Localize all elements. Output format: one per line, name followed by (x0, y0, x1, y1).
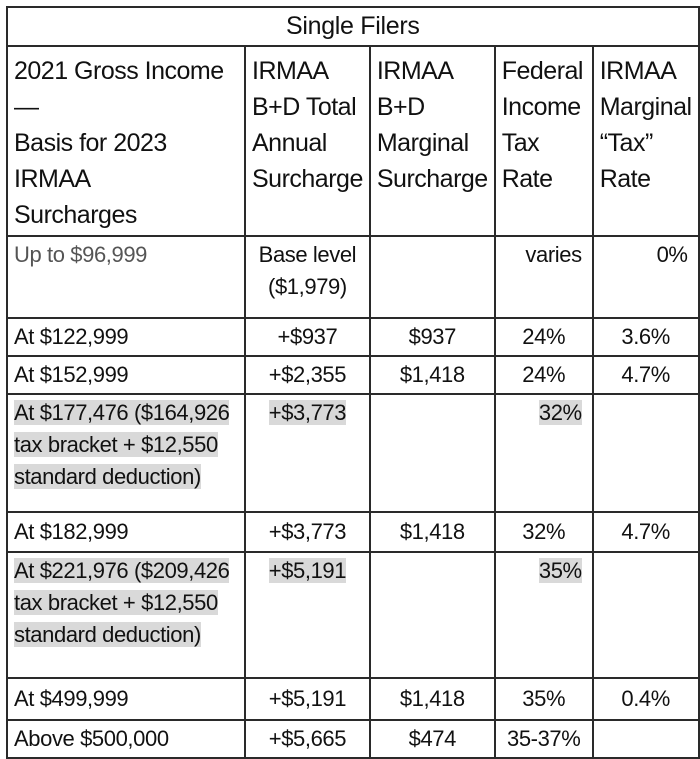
total-surcharge-cell: +$3,773 (245, 512, 370, 552)
income-line (14, 555, 240, 587)
table-row (7, 236, 699, 318)
total-line: ($1,979) (268, 274, 347, 299)
total-surcharge-cell: +$5,665 (245, 720, 370, 758)
highlighted-text: At $221,976 ($209,426 (14, 558, 230, 583)
total-line: Base level (258, 242, 357, 267)
tax-rate-cell (495, 552, 593, 678)
highlighted-text: 35% (538, 558, 582, 583)
header-federal-tax-rate (495, 46, 593, 236)
table-row (7, 318, 699, 356)
total-surcharge-cell: +$937 (245, 318, 370, 356)
highlighted-text: At $177,476 ($164,926 (14, 400, 230, 425)
highlighted-text: +$5,191 (268, 558, 347, 583)
header-text: Marginal (376, 129, 469, 157)
income-line (14, 587, 240, 619)
total-surcharge-cell (245, 552, 370, 678)
marginal-surcharge-cell (370, 394, 495, 512)
table-row (7, 512, 699, 552)
marginal-surcharge-cell (370, 236, 495, 318)
header-text: Marginal (599, 93, 692, 121)
header-text: IRMAA (599, 57, 677, 85)
header-text: Surcharge (252, 165, 363, 193)
income-line (14, 461, 240, 493)
header-text: Basis for 2023 IRMAA (14, 129, 167, 193)
total-surcharge-cell (245, 236, 370, 318)
marginal-surcharge-cell: $1,418 (370, 678, 495, 720)
title-row (7, 7, 699, 46)
table-row (7, 720, 699, 758)
header-gross-income (7, 46, 245, 236)
income-line (14, 429, 240, 461)
irmaa-rate-cell (593, 394, 699, 512)
income-cell: At $499,999 (7, 678, 245, 720)
tax-rate-cell: 24% (495, 318, 593, 356)
highlighted-text: tax bracket + $12,550 (14, 590, 218, 615)
header-text: IRMAA (376, 57, 454, 85)
income-line (14, 619, 240, 651)
header-text: Rate (599, 165, 651, 193)
header-text: Surcharge (376, 165, 488, 193)
irmaa-table-container (6, 6, 700, 759)
header-text: Tax (501, 129, 540, 157)
irmaa-rate-cell: 0% (593, 236, 699, 318)
irmaa-rate-cell: 3.6% (593, 318, 699, 356)
tax-rate-cell: varies (495, 236, 593, 318)
header-text: B+D (376, 93, 425, 121)
irmaa-surcharge-table (6, 6, 700, 759)
irmaa-rate-cell (593, 552, 699, 678)
header-text: Surcharges (14, 201, 137, 229)
highlighted-text: +$3,773 (268, 400, 347, 425)
total-surcharge-cell: +$2,355 (245, 356, 370, 394)
tax-rate-cell: 35% (495, 678, 593, 720)
income-line (14, 397, 240, 429)
highlighted-text: 32% (538, 400, 582, 425)
highlighted-text: tax bracket + $12,550 (14, 432, 218, 457)
marginal-surcharge-cell: $1,418 (370, 356, 495, 394)
tax-rate-cell: 24% (495, 356, 593, 394)
table-row (7, 356, 699, 394)
header-text: B+D Total (252, 93, 357, 121)
irmaa-rate-cell: 4.7% (593, 512, 699, 552)
header-text: 2021 Gross Income— (14, 57, 224, 121)
irmaa-rate-cell (593, 720, 699, 758)
header-row (7, 46, 699, 236)
income-cell (7, 552, 245, 678)
marginal-surcharge-cell: $1,418 (370, 512, 495, 552)
header-marginal-surcharge (370, 46, 495, 236)
table-title: Single Filers (7, 7, 699, 46)
tax-rate-cell: 32% (495, 512, 593, 552)
income-cell: Above $500,000 (7, 720, 245, 758)
tax-rate-cell (495, 394, 593, 512)
header-text: Annual (252, 129, 327, 157)
header-irmaa-marginal-rate (593, 46, 699, 236)
table-row (7, 552, 699, 678)
header-text: Federal (501, 57, 583, 85)
highlighted-text: standard deduction) (14, 464, 201, 489)
tax-rate-cell: 35-37% (495, 720, 593, 758)
table-row (7, 678, 699, 720)
header-text: “Tax” (599, 129, 653, 157)
marginal-surcharge-cell (370, 552, 495, 678)
income-cell: At $152,999 (7, 356, 245, 394)
header-total-surcharge (245, 46, 370, 236)
income-cell: At $122,999 (7, 318, 245, 356)
marginal-surcharge-cell: $474 (370, 720, 495, 758)
irmaa-rate-cell: 0.4% (593, 678, 699, 720)
table-row (7, 394, 699, 512)
header-text: IRMAA (252, 57, 329, 85)
highlighted-text: standard deduction) (14, 622, 201, 647)
irmaa-rate-cell: 4.7% (593, 356, 699, 394)
income-cell (7, 394, 245, 512)
total-surcharge-cell: +$5,191 (245, 678, 370, 720)
header-text: Rate (501, 165, 553, 193)
total-surcharge-cell (245, 394, 370, 512)
income-cell: Up to $96,999 (7, 236, 245, 318)
income-cell: At $182,999 (7, 512, 245, 552)
header-text: Income (501, 93, 581, 121)
marginal-surcharge-cell: $937 (370, 318, 495, 356)
